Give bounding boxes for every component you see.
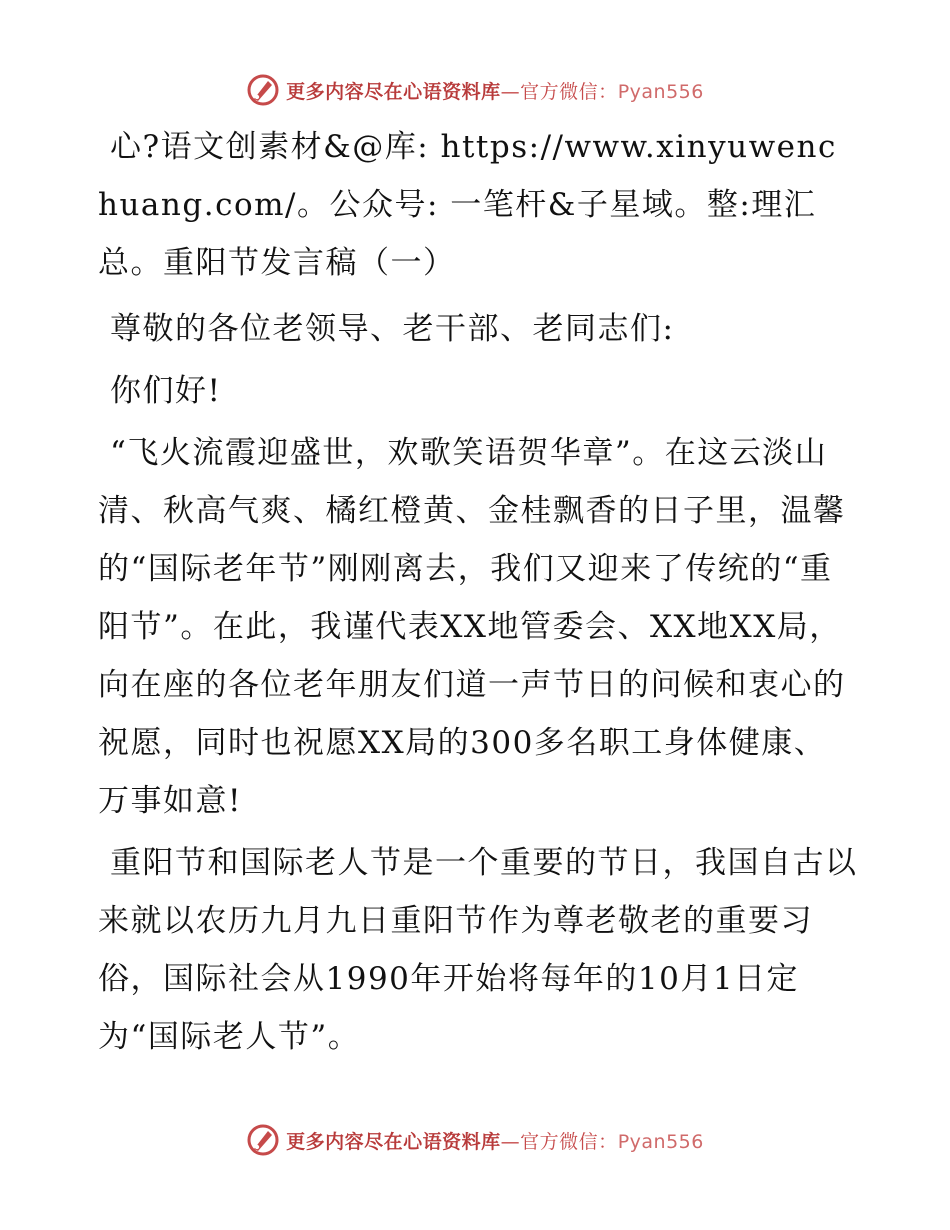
pen-logo-icon bbox=[246, 1123, 280, 1157]
greeting-line: 你们好! bbox=[110, 373, 222, 409]
body-paragraph-2: 重阳节和国际老人节是一个重要的节日，我国自古以来就以农历九月九日重阳节作为尊老敬老的重要习俗，国际社会从1990年开始将每年的10月1日定为“国际老人节”。 bbox=[98, 845, 858, 1055]
banner-wechat-label: —官方微信： bbox=[500, 80, 618, 103]
salutation-line: 尊敬的各位老领导、老干部、老同志们: bbox=[110, 311, 675, 347]
header-banner-text bbox=[286, 77, 704, 104]
header-banner bbox=[0, 70, 950, 110]
intro-paragraph: 心?语文创素材&@库: https://www.xinyuwenchuang.com/。公众号: 一笔杆&子星域。整:理汇总。重阳节发言稿（一） bbox=[98, 129, 837, 281]
banner-site-name: 更多内容尽在心语资料库 bbox=[286, 80, 501, 103]
banner-wechat-id: Pyan556 bbox=[617, 1130, 704, 1153]
banner-wechat-label: —官方微信： bbox=[500, 1130, 618, 1153]
banner-wechat-id: Pyan556 bbox=[617, 80, 704, 103]
footer-banner bbox=[0, 1120, 950, 1160]
document-body bbox=[98, 118, 858, 1070]
footer-banner-text bbox=[286, 1127, 704, 1154]
pen-logo-icon bbox=[246, 73, 280, 107]
banner-site-name: 更多内容尽在心语资料库 bbox=[286, 1130, 501, 1153]
body-paragraph-1: “飞火流霞迎盛世，欢歌笑语贺华章”。在这云淡山清、秋高气爽、橘红橙黄、金桂飘香的日子里，温馨的“国际老年节”刚刚离去，我们又迎来了传统的“重阳节”。在此，我谨代表XX地管委会、XX地XX局，向在座的各位老年朋友们道一声节日的问候和衷心的祝愿，同时也祝愿XX局的300多名职工身体健康、万事如意! bbox=[98, 435, 846, 819]
